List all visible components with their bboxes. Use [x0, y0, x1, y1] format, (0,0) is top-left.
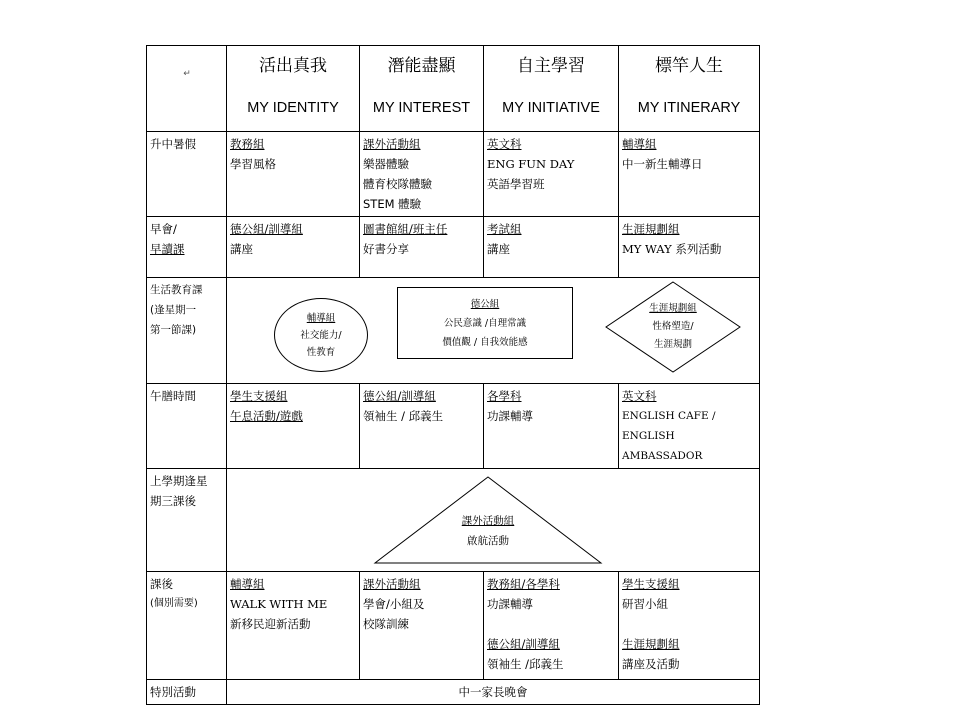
dept-name: 教務組	[230, 137, 265, 151]
special-event-text: 中一家長晚會	[458, 685, 528, 699]
dept-name: 生涯規劃組	[622, 222, 680, 236]
cell	[227, 132, 360, 217]
header-en: MY INITIATIVE	[502, 100, 600, 116]
wednesday-shapes	[227, 469, 760, 572]
activity-text: MY WAY 系列活動	[622, 242, 722, 256]
cell	[484, 572, 619, 680]
row-after-school	[147, 572, 760, 680]
activity-text: 價值觀 / 自我效能感	[442, 336, 528, 348]
header-en: MY INTEREST	[372, 100, 471, 116]
label-text: (個別需要)	[150, 598, 198, 609]
dept-name: 教務組/各學科	[487, 577, 560, 591]
paragraph-mark: ↵	[183, 69, 191, 79]
dept-name: 課外活動組	[363, 137, 421, 151]
activity-text: 研習小組	[622, 597, 668, 611]
special-event-cell	[227, 680, 760, 705]
counselling-circle	[274, 298, 368, 372]
row-summer	[147, 132, 760, 217]
dept-name: 輔導組	[306, 312, 336, 324]
label-text: 期三課後	[150, 494, 196, 508]
dept-name: 課外活動組	[461, 515, 515, 527]
activity-text: 午息活動/遊戲	[230, 409, 303, 423]
row-label	[147, 469, 227, 572]
dept-name: 輔導組	[622, 137, 657, 151]
cell	[360, 132, 484, 217]
corner-cell	[147, 46, 227, 132]
activity-text: WALK WITH ME	[230, 597, 328, 611]
activity-text: 公民意識 /自理常識	[443, 317, 527, 329]
row-life-education	[147, 278, 760, 384]
career-diamond	[605, 281, 741, 373]
header-identity	[227, 46, 360, 132]
activity-text: 講座及活動	[622, 657, 680, 671]
activity-table	[146, 45, 760, 705]
header-row	[147, 46, 760, 132]
cell	[619, 132, 760, 217]
row-lunch	[147, 384, 760, 469]
dept-name: 各學科	[487, 389, 522, 403]
activity-text: 功課輔導	[487, 597, 533, 611]
blank-line	[622, 614, 756, 634]
row-label	[147, 217, 227, 278]
activity-text: 性教育	[306, 346, 336, 358]
blank-line	[487, 614, 615, 634]
activity-text: ENGLISH CAFE /	[622, 410, 716, 422]
dept-name: 德公組	[470, 298, 500, 310]
header-interest	[360, 46, 484, 132]
dept-name: 學生支援組	[230, 389, 288, 403]
dept-name: 德公組/訓導組	[363, 389, 436, 403]
activity-text: 校隊訓練	[363, 617, 409, 631]
dept-name: 圖書館組/班主任	[363, 222, 448, 236]
cell	[227, 217, 360, 278]
activity-text: 性格塑造/	[652, 321, 694, 332]
activity-text: 中一新生輔導日	[622, 157, 703, 171]
label-text: 午膳時間	[150, 389, 196, 403]
activity-text: 好書分享	[363, 242, 409, 256]
cell	[360, 572, 484, 680]
life-education-shapes	[227, 278, 760, 384]
label-text: 升中暑假	[150, 137, 196, 151]
activity-text: 社交能力/	[300, 329, 342, 341]
row-label	[147, 132, 227, 217]
activity-text: ENGLISH AMBASSADOR	[622, 430, 703, 462]
cell	[227, 384, 360, 469]
row-label	[147, 278, 227, 384]
dept-name: 德公組/訓導組	[487, 637, 560, 651]
activity-text: 領袖生 /邱義生	[487, 657, 564, 671]
header-en: MY ITINERARY	[637, 100, 741, 116]
label-text: 特別活動	[150, 685, 196, 699]
cell	[619, 217, 760, 278]
dept-name: 考試組	[487, 222, 522, 236]
cell	[360, 384, 484, 469]
dept-name: 學生支援組	[622, 577, 680, 591]
label-text: 早會/	[150, 222, 177, 236]
activity-text: ENG FUN DAY	[487, 157, 575, 171]
label-text: 上學期逢星	[150, 474, 208, 488]
activity-text: 講座	[487, 242, 510, 256]
row-wednesday	[147, 469, 760, 572]
row-morning	[147, 217, 760, 278]
cell	[360, 217, 484, 278]
label-text: 生活教育課	[150, 284, 203, 296]
activity-text: 啟航活動	[467, 535, 509, 547]
header-initiative	[484, 46, 619, 132]
header-zh: 潛能盡顯	[387, 56, 456, 76]
activity-text: 講座	[230, 242, 253, 256]
dept-name: 生涯規劃組	[622, 637, 680, 651]
activity-text: 樂器體驗	[363, 157, 409, 171]
dept-name: 輔導組	[230, 577, 265, 591]
activity-text: 新移民迎新活動	[230, 617, 311, 631]
cell	[484, 217, 619, 278]
header-zh: 標竿人生	[655, 56, 723, 76]
cell	[619, 572, 760, 680]
row-label	[147, 384, 227, 469]
cell	[484, 132, 619, 217]
ecs-triangle	[373, 475, 603, 565]
header-zh: 自主學習	[517, 56, 585, 76]
header-zh: 活出真我	[259, 56, 327, 76]
activity-text: 學會/小組及	[363, 597, 425, 611]
header-en: MY IDENTITY	[247, 100, 339, 116]
label-text: 課後	[150, 577, 173, 591]
cell	[619, 384, 760, 469]
header-itinerary	[619, 46, 760, 132]
activity-text: 體育校隊體驗	[363, 177, 432, 191]
dept-name: 生涯規劃組	[649, 303, 697, 314]
row-label	[147, 572, 227, 680]
civic-rectangle	[397, 287, 573, 359]
dept-name: 英文科	[622, 389, 657, 403]
activity-text: 功課輔導	[487, 409, 533, 423]
row-label	[147, 680, 227, 705]
label-text: 早讀課	[150, 242, 185, 256]
label-text: (逢星期一	[150, 304, 197, 316]
label-text: 第一節課)	[150, 324, 197, 336]
dept-name: 德公組/訓導組	[230, 222, 303, 236]
activity-text: 生涯規劃	[653, 339, 692, 350]
cell	[227, 572, 360, 680]
activity-text: STEM 體驗	[363, 197, 422, 211]
activity-table-sheet	[146, 45, 759, 699]
row-special	[147, 680, 760, 705]
activity-text: 領袖生 / 邱義生	[363, 409, 444, 423]
dept-name: 英文科	[487, 137, 522, 151]
cell	[484, 384, 619, 469]
dept-name: 課外活動組	[363, 577, 421, 591]
activity-text: 英語學習班	[487, 177, 545, 191]
activity-text: 學習風格	[230, 157, 276, 171]
